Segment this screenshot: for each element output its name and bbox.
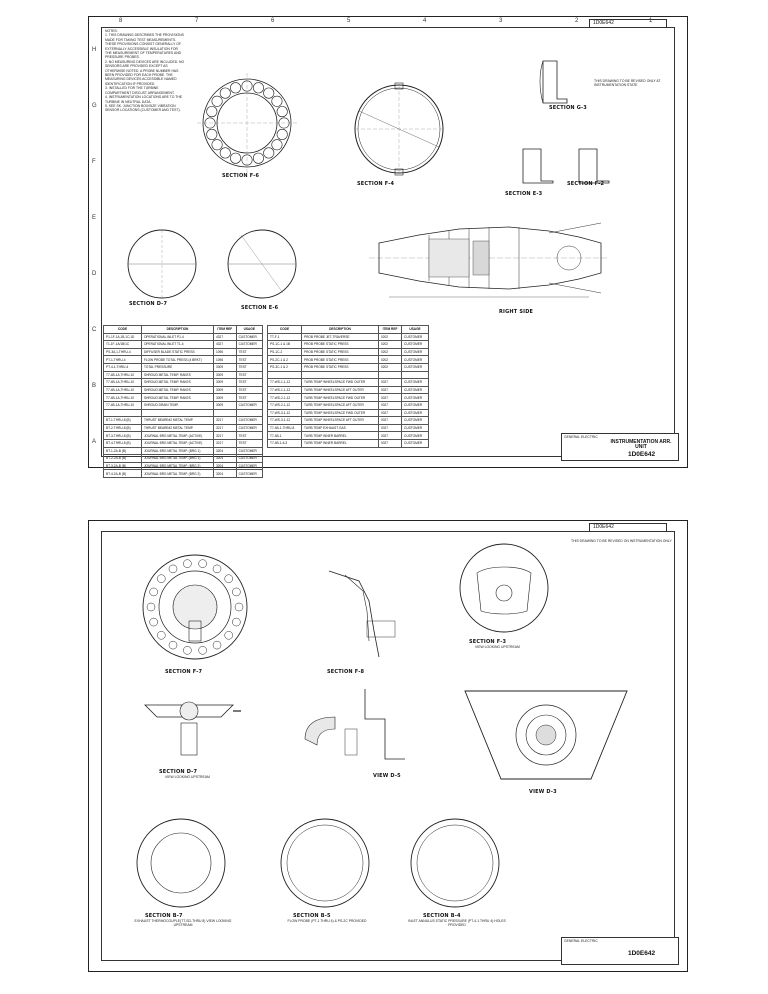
table-cell: CUSTOMER — [402, 363, 429, 371]
section-f7-drawing — [139, 551, 251, 663]
table-cell: PS-3A,1-THRU-4 — [104, 348, 142, 356]
table-cell: CUSTOMER — [402, 379, 429, 387]
table-cell: 3009 — [214, 371, 237, 379]
table-cell: CUSTOMER — [402, 341, 429, 349]
table-cell: 3217 — [214, 417, 237, 425]
title-block — [561, 433, 679, 461]
table-row — [268, 401, 429, 409]
table-cell: CUSTOMER — [236, 462, 262, 470]
table-cell: JOURNAL BRG METAL TEMP. (BRG 1) — [141, 447, 213, 455]
table-cell: TURB TEMP WHEELSPACE FWD OUTER — [301, 409, 378, 417]
table-cell: T1-1F-1A/1B/1C — [104, 341, 142, 349]
table-cell: TEST — [236, 348, 262, 356]
revision-note: THIS DRAWING TO BE REVISED ONLY AT INSTRUMENTATION STATE — [594, 79, 661, 88]
table-cell: TOTAL PRESSURE — [141, 363, 213, 371]
table-cell: CUSTOMER — [402, 333, 429, 341]
table-cell: CUSTOMER — [236, 424, 262, 432]
table-cell: 0027 — [378, 424, 401, 432]
section-d7-drawing-2 — [141, 697, 237, 763]
view-caption: SECTION F-6 — [222, 173, 260, 179]
table-header: DESCRIPTION — [301, 326, 378, 334]
zone-label: A — [92, 439, 97, 445]
view-caption: SECTION B-5 — [293, 913, 331, 919]
table-cell: OPERATIONAL INLET T1-4 — [141, 341, 213, 349]
zone-label: D — [92, 271, 97, 277]
table-cell: CUSTOMER — [402, 409, 429, 417]
section-b4-drawing — [407, 815, 503, 911]
bolt-hole — [157, 575, 165, 583]
table-cell: TURB TEMP WHEELSPACE AFT OUTER — [301, 417, 378, 425]
table-row — [104, 470, 263, 478]
table-row — [268, 363, 429, 371]
note-item: 1. THIS DRAWING DESCRIBES THE PROVISIONS MADE FOR TAKING TEST MEASUREMENTS. THESE PROVISIONS CONSIST GENERALLY OF EXTERNALLY ACCESSIBLE INSULATION FOR THE MEASUREMENT OF TEMPERATURES AND PRESSURE PROBES. — [105, 33, 184, 60]
table-cell: TEST — [236, 356, 262, 364]
table-cell: BT-3-THRU-8 (B) — [104, 432, 142, 440]
table-cell: 3217 — [214, 424, 237, 432]
table-cell: PS-3C-1 & 2 — [268, 363, 302, 371]
table-cell: JOURNAL BRG METAL TEMP. (BRG 2) — [141, 470, 213, 478]
table-cell: T7-WS-1-1-12 — [268, 379, 302, 387]
table-cell: 3009 — [214, 386, 237, 394]
table-cell: JOURNAL BRG METAL TEMP. (ACTIVE) — [141, 439, 213, 447]
table-cell: 0202 — [378, 341, 401, 349]
table-cell: T7-4B-1-THRU-8 — [268, 424, 302, 432]
bolt-hole — [213, 641, 221, 649]
table-cell: TEST — [236, 439, 262, 447]
table-row — [104, 462, 263, 470]
table-cell: CUSTOMER — [402, 394, 429, 402]
table-cell — [378, 371, 401, 379]
zone-label: E — [92, 215, 97, 221]
section-f4-drawing — [351, 81, 447, 177]
bolt-hole — [207, 129, 217, 139]
section-e6-drawing — [223, 225, 301, 303]
table-row — [104, 455, 263, 463]
table-cell: CUSTOMER — [236, 455, 262, 463]
table-cell: PS-2C-1 & 2 — [268, 356, 302, 364]
table-cell: 0027 — [378, 386, 401, 394]
table-cell: CUSTOMER — [236, 447, 262, 455]
table-cell: CUSTOMER — [402, 348, 429, 356]
section-b7-drawing — [133, 815, 229, 911]
table-header: CODE — [268, 326, 302, 334]
bolt-hole — [220, 88, 230, 98]
table-row — [268, 333, 429, 341]
view-caption: SECTION B-7 — [145, 913, 183, 919]
table-cell: T7-WS-2-1-12 — [268, 401, 302, 409]
view-subcaption: EXHAUST THERMOCOUPLE(TT-SD-THRU 8) VIEW LOOKING UPSTREAM — [134, 919, 232, 928]
table-cell: CUSTOMER — [402, 356, 429, 364]
table-cell — [236, 409, 262, 417]
drawing-number: 1D0E642 — [593, 524, 614, 530]
table-cell: TT-F-1 — [268, 333, 302, 341]
table-cell: 3009 — [214, 394, 237, 402]
table-cell: JOURNAL BRG METAL TEMP. (BRG 2) — [141, 462, 213, 470]
zone-label: 8 — [119, 18, 123, 24]
table-cell: 3204 — [214, 470, 237, 478]
table-row — [268, 424, 429, 432]
table-cell: CUSTOMER — [402, 401, 429, 409]
bolt-hole — [207, 106, 217, 116]
table-cell: TEST — [236, 363, 262, 371]
drawing-sheet-1 — [88, 16, 688, 476]
bolt-hole — [230, 83, 240, 93]
table-cell: SHROUD METAL TEMP. RAKES — [141, 371, 213, 379]
section-b5-drawing — [277, 815, 373, 911]
title-block — [561, 937, 679, 965]
right-side-view-drawing — [369, 213, 609, 303]
table-row — [268, 348, 429, 356]
table-row — [104, 386, 263, 394]
bolt-hole — [272, 96, 282, 106]
table-cell: PT-1-THRU-4 — [104, 356, 142, 364]
bolt-hole — [225, 575, 233, 583]
table-row — [104, 417, 263, 425]
bolt-hole — [253, 153, 263, 163]
section-d7-drawing — [123, 225, 201, 303]
bolt-hole — [230, 153, 240, 163]
table-cell: CUSTOMER — [402, 439, 429, 447]
table-cell: 0027 — [378, 432, 401, 440]
bolt-hole — [253, 83, 263, 93]
view-caption: SECTION D-7 — [159, 769, 198, 775]
table-cell: 3204 — [214, 455, 237, 463]
table-cell — [268, 371, 302, 379]
zone-label: 3 — [499, 18, 503, 24]
table-cell: CUSTOMER — [236, 417, 262, 425]
table-cell: 0202 — [378, 356, 401, 364]
zone-label: 7 — [195, 18, 199, 24]
table-cell: 0202 — [378, 348, 401, 356]
table-cell: 0202 — [378, 363, 401, 371]
table-cell — [141, 409, 213, 417]
drawing-number: 1D0E642 — [593, 20, 614, 26]
view-d3-drawing — [461, 685, 631, 785]
table-cell: 3009 — [214, 363, 237, 371]
bolt-hole — [147, 603, 155, 611]
zone-label: 2 — [575, 18, 579, 24]
table-cell: BT-4-2A-B (B) — [104, 470, 142, 478]
table-header: ITEM REF — [378, 326, 401, 334]
table-cell: CUSTOMER — [402, 424, 429, 432]
view-subcaption: INLET ANNULUS STATIC PRESSURE (PT-4-1 THRU 4) HOLES PROVIDED — [408, 919, 506, 928]
zone-label: C — [92, 327, 97, 333]
bolt-hole — [212, 96, 222, 106]
table-row — [268, 341, 429, 349]
company-name: GENERAL ELECTRIC — [564, 939, 598, 943]
bolt-hole — [150, 618, 158, 626]
table-cell: THRUST BEARING METAL TEMP. — [141, 417, 213, 425]
table-cell: T7-4B-1A,THRU-10 — [104, 394, 142, 402]
table-header: ITEM REF — [214, 326, 237, 334]
table-cell: TEST — [236, 371, 262, 379]
table-cell: 3009 — [214, 379, 237, 387]
table-cell: CUSTOMER — [236, 470, 262, 478]
table-cell: BT-1-2A-B (B) — [104, 447, 142, 455]
table-cell — [104, 409, 142, 417]
table-row — [104, 379, 263, 387]
view-caption: RIGHT SIDE — [499, 309, 534, 315]
table-cell: T7-4B-1A,THRU-10 — [104, 401, 142, 409]
bolt-hole — [235, 603, 243, 611]
zone-label: G — [92, 103, 97, 109]
zone-label: H — [92, 47, 97, 53]
table-cell: 3204 — [214, 447, 237, 455]
table-cell — [301, 371, 378, 379]
section-f6-drawing — [197, 73, 297, 173]
bolt-hole — [199, 646, 207, 654]
table-row — [104, 348, 263, 356]
zone-label: 6 — [271, 18, 275, 24]
table-cell — [402, 371, 429, 379]
table-cell: PS-1C-1 & 1B — [268, 341, 302, 349]
table-cell: PROB PROBE STATIC PRESS — [301, 341, 378, 349]
table-cell: PROB PROBE STATIC PRESS — [301, 348, 378, 356]
table-cell: TURB TEMP WHEELSPACE AFT OUTER — [301, 386, 378, 394]
table-cell: SHROUD METAL TEMP. RAKES — [141, 386, 213, 394]
note-item: 4. INSTRUMENTATION LOCATIONS ARE TO THE TURBINE IN NEUTRAL DATA. — [105, 95, 183, 104]
table-row — [268, 432, 429, 440]
table-cell: PROB PROBE JET-TRAVERSE — [301, 333, 378, 341]
table-cell: TURB TEMP INNER BARREL — [301, 439, 378, 447]
table-cell: T7-4B-1-6-3 — [268, 439, 302, 447]
table-row — [104, 356, 263, 364]
table-row — [268, 379, 429, 387]
zone-label: 4 — [423, 18, 427, 24]
table-cell — [214, 409, 237, 417]
bolt-hole — [150, 588, 158, 596]
view-caption: SECTION F-8 — [327, 669, 365, 675]
note-item: 5. SEE SK. JUNCTION BOX/SIZE VIBRATION SENSOR LOCATIONS (CUSTOMER AND TEST). — [105, 103, 181, 113]
bolt-hole — [232, 588, 240, 596]
view-caption: VIEW D-5 — [373, 773, 401, 779]
bolt-hole — [220, 148, 230, 158]
table-row — [104, 447, 263, 455]
section-e2-drawing — [519, 145, 559, 185]
table-header: USAGE — [402, 326, 429, 334]
section-f2-drawing — [575, 145, 615, 185]
company-name: GENERAL ELECTRIC — [564, 435, 598, 439]
table-cell: OPERATIONAL INLET P1-4 — [141, 333, 213, 341]
table-row — [268, 386, 429, 394]
table-cell: 0027 — [378, 394, 401, 402]
table-cell: TEST — [236, 432, 262, 440]
view-caption: SECTION F-3 — [469, 639, 507, 645]
table-row — [268, 371, 429, 379]
section-f3-drawing — [457, 541, 551, 635]
table-cell: BT-2-2A-B (B) — [104, 455, 142, 463]
table-cell: PROB PROBE STATIC PRESS — [301, 356, 378, 364]
table-cell: BT-2-THRU-8 (B) — [104, 424, 142, 432]
table-cell: P1-1F-1A,1B,1C,1D — [104, 333, 142, 341]
bolt-hole — [199, 560, 207, 568]
table-cell: PT-4-1-THRU-4 — [104, 363, 142, 371]
table-cell: T7-WS-1-1-12 — [268, 386, 302, 394]
table-cell: 0202 — [378, 333, 401, 341]
table-cell: PS-1C-2 — [268, 348, 302, 356]
view-subcaption: VIEW LOOKING UPSTREAM — [475, 645, 520, 649]
view-caption: SECTION E-6 — [241, 305, 279, 311]
view-caption: SECTION F-7 — [165, 669, 203, 675]
view-caption: SECTION D-7 — [129, 301, 168, 307]
table-row — [104, 333, 263, 341]
table-cell: CUSTOMER — [402, 417, 429, 425]
zone-label: F — [92, 159, 96, 165]
table-row — [104, 439, 263, 447]
table-row — [104, 371, 263, 379]
table-cell: FLOW PROBE TOTAL PRESS (4 BRKT) — [141, 356, 213, 364]
view-subcaption: FLOW PROBE (PT-1 THRU 4) & PS-2C PROVIDED — [287, 919, 367, 923]
bolt-hole — [272, 140, 282, 150]
table-header: USAGE — [236, 326, 262, 334]
table-cell: 1096 — [214, 348, 237, 356]
table-cell: 0027 — [378, 439, 401, 447]
table-cell: TEST — [236, 379, 262, 387]
view-caption: SECTION B-4 — [423, 913, 461, 919]
table-cell: 3217 — [214, 439, 237, 447]
table-row — [104, 432, 263, 440]
table-cell: THRUST BEARING METAL TEMP. — [141, 424, 213, 432]
table-cell: TURB TEMP EXHAUST GAS — [301, 424, 378, 432]
table-cell: CUSTOMER — [402, 432, 429, 440]
table-row — [104, 341, 263, 349]
view-d5-drawing — [285, 689, 415, 769]
table-cell: CUSTOMER — [236, 333, 262, 341]
bolt-hole — [264, 88, 274, 98]
table-cell: SHROUD METAL TEMP. RAKES — [141, 394, 213, 402]
table-cell: 1096 — [214, 356, 237, 364]
bolt-hole — [169, 641, 177, 649]
table-row — [104, 424, 263, 432]
table-cell: JOURNAL BRG METAL TEMP. (BRG 1) — [141, 455, 213, 463]
bolt-hole — [183, 560, 191, 568]
table-cell: TEST — [236, 394, 262, 402]
bolt-hole — [212, 140, 222, 150]
table-cell: TURB TEMP WHEELSPACE FWD OUTER — [301, 394, 378, 402]
table-cell: T7-WS-3-1-12 — [268, 409, 302, 417]
table-row — [104, 394, 263, 402]
table-cell: T7-WS-2-1-12 — [268, 394, 302, 402]
revision-note: THIS DRAWING TO BE REVISED ON INSTRUMENTATION ONLY — [571, 539, 672, 543]
table-cell: T7-4B-1A,THRU-10 — [104, 379, 142, 387]
zone-label: 1 — [649, 18, 653, 24]
table-cell: BT-3-2A-B (B) — [104, 462, 142, 470]
section-f8-drawing — [319, 561, 409, 661]
view-subcaption: VIEW LOOKING UPSTREAM — [165, 775, 210, 779]
table-cell: TURB TEMP WHEELSPACE AFT OUTER — [301, 401, 378, 409]
table-cell: TURB TEMP INNER BARREL — [301, 432, 378, 440]
table-row — [104, 401, 263, 409]
table-cell: 0027 — [378, 417, 401, 425]
table-cell: 4327 — [214, 333, 237, 341]
table-cell: 0027 — [378, 379, 401, 387]
drawing-sheet-2 — [88, 520, 688, 972]
table-cell: 3204 — [214, 462, 237, 470]
table-cell: CUSTOMER — [402, 386, 429, 394]
bolt-hole — [157, 631, 165, 639]
bolt-hole — [264, 148, 274, 158]
bolt-hole — [225, 631, 233, 639]
table-cell: SHROUD METAL TEMP. RAKES — [141, 379, 213, 387]
view-caption: SECTION G-3 — [549, 105, 587, 111]
instrument-table-right — [267, 325, 429, 448]
revision-number-box — [589, 19, 667, 28]
bolt-hole — [277, 129, 287, 139]
table-cell: 0027 — [378, 401, 401, 409]
table-cell: SHROUD DRAIN TEMP. — [141, 401, 213, 409]
table-cell: PROB PROBE STATIC PRESS — [301, 363, 378, 371]
table-header: CODE — [104, 326, 142, 334]
notes-heading: NOTES: — [105, 29, 118, 33]
table-cell: TEST — [236, 386, 262, 394]
zone-label: B — [92, 383, 97, 389]
table-row — [268, 356, 429, 364]
table-cell: T7-4B-1A,THRU-10 — [104, 386, 142, 394]
instrument-table-left — [103, 325, 263, 478]
table-cell: BT-4-THRU-8 (B) — [104, 439, 142, 447]
section-g3-drawing — [537, 55, 577, 105]
zone-label: 5 — [347, 18, 351, 24]
table-cell: BT-1-THRU-8 (B) — [104, 417, 142, 425]
table-cell: 3009 — [214, 401, 237, 409]
table-cell: TURB TEMP WHEELSPACE FWD OUTER — [301, 379, 378, 387]
bolt-hole — [183, 646, 191, 654]
view-caption: SECTION F-4 — [357, 181, 395, 187]
table-row — [268, 439, 429, 447]
notes-block — [105, 29, 185, 113]
drawing-number: 1D0E642 — [628, 950, 656, 957]
view-caption: SECTION E-3 — [505, 191, 543, 197]
drawing-number: 1D0E642 — [628, 451, 656, 458]
table-cell: 0027 — [378, 409, 401, 417]
table-row — [104, 363, 263, 371]
table-cell: T7-WS-3-1-12 — [268, 417, 302, 425]
table-header: DESCRIPTION — [141, 326, 213, 334]
table-row — [104, 409, 263, 417]
bolt-hole — [277, 106, 287, 116]
table-cell: CUSTOMER — [236, 401, 262, 409]
drawing-title: INSTRUMENTATION ARR. UNIT — [610, 439, 672, 451]
table-cell: JOURNAL BRG METAL TEMP. (ACTIVE) — [141, 432, 213, 440]
revision-number-box — [589, 523, 667, 532]
table-cell: CUSTOMER — [236, 341, 262, 349]
table-cell: 4327 — [214, 341, 237, 349]
view-caption: SECTION F-2 — [567, 181, 605, 187]
table-row — [268, 409, 429, 417]
table-row — [268, 417, 429, 425]
note-item: 2. NO MEASURING DEVICES ARE INCLUDED. NO SENSORS ARE PROVIDED EXCEPT AS OTHERWISE NOTED. A PROBE NUMBER HAS BEEN PROVIDED FOR EACH PROBE. THE MEASURING DEVICES ACCESSIBLE NAMED IDENTIFICATION IF PROVIDED. — [105, 59, 185, 86]
table-cell: T7-4B-1 — [268, 432, 302, 440]
bolt-hole — [232, 618, 240, 626]
table-cell: DIFFUSER BLADE STATIC PRESS — [141, 348, 213, 356]
table-cell: 3217 — [214, 432, 237, 440]
view-caption: VIEW D-3 — [529, 789, 557, 795]
note-item: 3. INSTALLED FOR THE TURBINE COMPARTMENT DISCUST ARRANGEMENT. — [105, 86, 175, 95]
bolt-hole — [213, 565, 221, 573]
table-cell: T7-4B-1A,THRU-10 — [104, 371, 142, 379]
bolt-hole — [169, 565, 177, 573]
table-row — [268, 394, 429, 402]
